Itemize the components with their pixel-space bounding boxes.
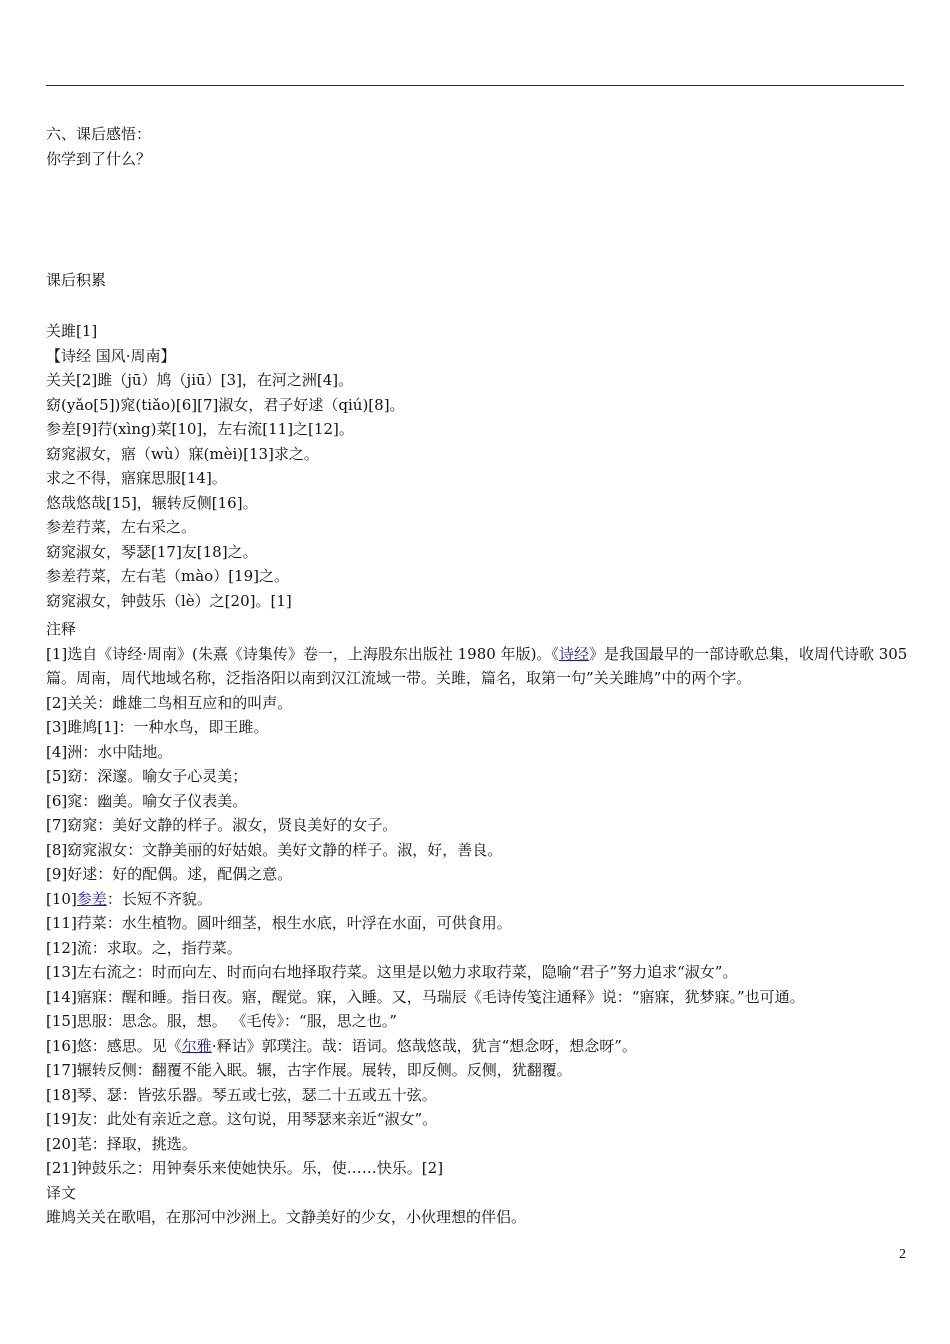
notes-title: 注释 xyxy=(46,620,77,638)
note-10-pre: [10] xyxy=(46,889,77,908)
note-10 xyxy=(46,887,916,912)
poem-line: 窈窕淑女，钟鼓乐（lè）之[20]。[1] xyxy=(46,591,292,610)
translation-line: 雎鸠关关在歌唱，在那河中沙洲上。文静美好的少女，小伙理想的伴侣。 xyxy=(46,1208,527,1226)
note-1-post: 》是我国最早的一部诗歌总集，收周代诗歌 305 篇。周南，周代地域名称，泛指洛阳以南到汉江流域一带。关雎，篇名，取第一句”关关雎鸠”中的两个字。 xyxy=(46,644,908,687)
note-1 xyxy=(46,642,908,691)
note-16 xyxy=(46,1034,916,1059)
header-rule xyxy=(46,85,904,86)
note-2: [2]关关：雌雄二鸟相互应和的叫声。 xyxy=(46,693,293,712)
poem-line: 求之不得，寤寐思服[14]。 xyxy=(46,469,227,487)
poem-source: 【诗经 国风·周南】 xyxy=(46,346,176,365)
note-6: [6]窕：幽美。喻女子仪表美。 xyxy=(46,791,248,810)
link-erya[interactable]: 尔雅 xyxy=(181,1036,212,1055)
poem-line: 悠哉悠哉[15]，辗转反侧[16]。 xyxy=(46,493,258,512)
poem-line: 参差荇菜，左右芼（mào）[19]之。 xyxy=(46,567,289,585)
note-16-post: ·释诂》郭璞注。哉：语词。悠哉悠哉，犹言“想念呀，想念呀”。 xyxy=(211,1036,637,1055)
page-number: 2 xyxy=(899,1247,906,1262)
note-7: [7]窈窕：美好文静的样子。淑女，贤良美好的女子。 xyxy=(46,816,398,834)
note-13: [13]左右流之：时而向左、时而向右地择取荇菜。这里是以勉力求取荇菜，隐喻“君子”努力追求“淑女”。 xyxy=(46,963,738,981)
section6-heading: 六、课后感悟： xyxy=(46,125,152,143)
note-17: [17]辗转反侧：翻覆不能入眠。辗，古字作展。展转，即反侧。反侧，犹翻覆。 xyxy=(46,1061,572,1079)
section6-question: 你学到了什么？ xyxy=(46,149,152,168)
note-20: [20]芼：择取，挑选。 xyxy=(46,1134,197,1153)
translation-title: 译文 xyxy=(46,1183,77,1202)
note-5: [5]窈：深邃。喻女子心灵美； xyxy=(46,767,248,785)
note-15: [15]思服：思念。服，想。 《毛传》：“服，思之也。” xyxy=(46,1012,397,1030)
poem-line: 参差[9]荇(xìng)菜[10]，左右流[11]之[12]。 xyxy=(46,420,354,438)
note-14: [14]寤寐：醒和睡。指日夜。寤，醒觉。寐，入睡。又，马瑞辰《毛诗传笺注通释》说：“寤寐，犹梦寐。”也可通。 xyxy=(46,987,805,1006)
poem-line: 关关[2]雎（jū）鸠（jiū）[3]，在河之洲[4]。 xyxy=(46,371,354,389)
note-18: [18]琴、瑟：皆弦乐器。琴五或七弦，瑟二十五或五十弦。 xyxy=(46,1085,437,1104)
section6 xyxy=(46,122,916,171)
note-8: [8]窈窕淑女：文静美丽的好姑娘。美好文静的样子。淑，好，善良。 xyxy=(46,840,503,859)
note-10-post: ：长短不齐貌。 xyxy=(106,889,212,908)
poem-line: 窈窕淑女，琴瑟[17]友[18]之。 xyxy=(46,542,258,561)
poem-line: 窈(yǎo[5])窕(tiǎo)[6][7]淑女，君子好逑（qiú)[8]。 xyxy=(46,395,405,414)
note-11: [11]荇菜：水生植物。圆叶细茎，根生水底，叶浮在水面，可供食用。 xyxy=(46,914,512,932)
poem xyxy=(46,319,916,613)
note-12: [12]流：求取。之，指荇菜。 xyxy=(46,938,242,957)
poem-title: 关雎[1] xyxy=(46,322,98,340)
accumulation-title: 课后积累 xyxy=(46,271,107,289)
notes xyxy=(46,617,916,1230)
note-21: [21]钟鼓乐之：用钟奏乐来使她快乐。乐，使……快乐。[2] xyxy=(46,1159,444,1177)
note-1-pre: [1]选自《诗经·周南》(朱熹《诗集传》卷一，上海股东出版社 1980 年版)。《 xyxy=(46,644,559,663)
note-4: [4]洲：水中陆地。 xyxy=(46,742,173,761)
poem-line: 参差荇菜，左右采之。 xyxy=(46,518,197,536)
link-shijing[interactable]: 诗经 xyxy=(558,644,589,663)
link-cenci[interactable]: 参差 xyxy=(76,889,107,908)
note-19: [19]友：此处有亲近之意。这句说，用琴瑟来亲近“淑女”。 xyxy=(46,1110,438,1128)
note-16-pre: [16]悠：感思。见《 xyxy=(46,1036,182,1055)
note-3: [3]雎鸠[1]：一种水鸟，即王雎。 xyxy=(46,718,269,736)
poem-line: 窈窕淑女，寤（wù）寐(mèi)[13]求之。 xyxy=(46,444,319,463)
note-9: [9]好逑：好的配偶。逑，配偶之意。 xyxy=(46,865,293,883)
